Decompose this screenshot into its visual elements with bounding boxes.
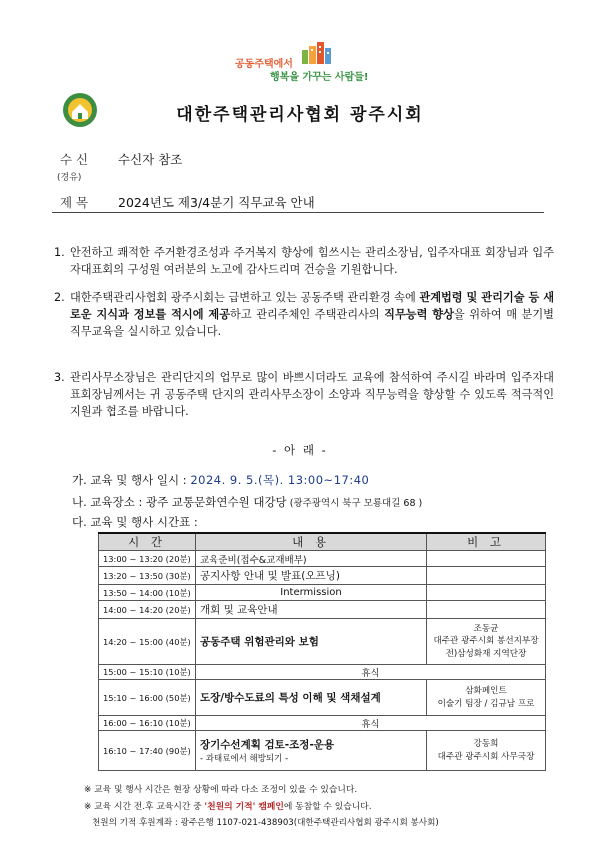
building-logo-icon [300, 42, 336, 64]
table-row [99, 619, 546, 665]
subject-value: 2024년도 제3/4분기 직무교육 안내 [118, 195, 315, 210]
header-time: 시 간 [99, 533, 196, 551]
table-row [99, 551, 546, 567]
campaign-name: '천원의 기적' 캠페인 [204, 802, 284, 812]
table-row [99, 731, 546, 771]
note-2 [84, 799, 372, 812]
section-heading: - 아 래 - [272, 443, 328, 457]
table-row [99, 567, 546, 585]
speaker-title: 대주관 광주시회 봉선지부장 [433, 636, 539, 647]
paragraph-3 [54, 369, 554, 420]
header-divider [52, 212, 544, 213]
text-run-bold: 관계법령 및 관리기술 등 새로운 지식과 정보를 적시에 제공 [70, 291, 555, 321]
slogan-line-2: 행복을 가꾸는 사람들! [270, 72, 369, 83]
text-run-bold: 직무능력 향상 [384, 308, 454, 321]
row-note [427, 551, 546, 567]
session-subtitle: - 과태료에서 해방되기 - [200, 754, 289, 764]
table-row [99, 680, 546, 716]
session-title: 장기수선계획 검토-조정-운용 [200, 739, 335, 751]
item-na [72, 494, 422, 510]
event-venue: 광주 교통문화연수원 대강당 [146, 495, 287, 509]
text-run: 에 동참할 수 있습니다. [283, 802, 372, 812]
table-row [99, 601, 546, 619]
text-run: ※ 교육 시간 전.후 교육시간 중 [84, 802, 205, 812]
paragraph-number: 2. [54, 291, 65, 304]
paragraph-text: 관리사무소장님은 관리단지의 업무로 많이 바쁘시더라도 교육에 참석하여 주시길 바라며 입주자대표회장님께서는 귀 공동주택 단지의 관리사무소장이 소양과 직무능력을 향상할 수 있도록 적극적인 지원과 협조를 바랍니다. [70, 371, 554, 418]
table-row [99, 716, 546, 731]
speaker-title: 전)삼성화재 지역단장 [445, 648, 527, 659]
item-label: 가. 교육 및 행사 일시 : [72, 473, 191, 487]
table-header-row [99, 533, 546, 551]
text-run: 을 위하여 매 분기별 직무교육을 실시하고 있습니다. [70, 308, 554, 338]
organization-title: 대한주택관리사협회 광주시회 [176, 105, 424, 125]
speaker-title: 이술기 팀장 / 김규남 프로 [437, 698, 535, 709]
recipient-value: 수신자 참조 [118, 152, 183, 167]
row-time: 13:00 ~ 13:20 (20분) [99, 551, 196, 567]
item-label: 나. 교육장소 : [72, 495, 147, 509]
row-time: 15:10 ~ 16:00 (50분) [99, 680, 196, 716]
text-run: 하고 관리주체인 주택관리사의 [230, 308, 385, 321]
schedule-table [98, 532, 546, 771]
row-note [427, 601, 546, 619]
paragraph-2 [54, 289, 554, 340]
paragraph-text: 안전하고 쾌적한 주거환경조성과 주거복지 향상에 힘쓰시는 관리소장님, 입주자대표 회장님과 입주자대표회의 구성원 여러분의 노고에 감사드리며 건승을 기원합니다. [70, 246, 554, 276]
row-note [427, 585, 546, 601]
header-content: 내 용 [196, 533, 427, 551]
row-time: 15:00 ~ 15:10 (10분) [99, 665, 196, 680]
row-time: 13:50 ~ 14:00 (10분) [99, 585, 196, 601]
row-content: 휴식 [196, 665, 546, 680]
event-datetime: 2024. 9. 5.(목). 13:00~17:40 [190, 473, 370, 487]
row-time: 16:00 ~ 16:10 (10분) [99, 716, 196, 731]
text-run: 대한주택관리사협회 광주시회는 급변하고 있는 공동주택 관리환경 속에 [70, 291, 420, 304]
row-content: 도장/방수도료의 특성 이해 및 색채설계 [196, 680, 427, 716]
row-content [196, 731, 427, 771]
paragraph-number: 1. [54, 246, 65, 259]
table-row [99, 665, 546, 680]
slogan-line-1: 공동주택에서 [235, 59, 293, 70]
row-content: 공지사항 안내 및 발표(오프닝) [196, 567, 427, 585]
row-note [427, 680, 546, 716]
row-content: 개회 및 교육안내 [196, 601, 427, 619]
row-content: Intermission [196, 585, 427, 601]
speaker-title: 대주관 광주시회 사무국장 [437, 751, 535, 762]
row-time: 14:00 ~ 14:20 (20분) [99, 601, 196, 619]
via-label: (경유) [57, 173, 82, 183]
row-note [427, 731, 546, 771]
venue-address: (광주광역시 북구 모룡대길 68 ) [286, 498, 423, 509]
row-content: 휴식 [196, 716, 546, 731]
note-1: ※ 교육 및 행사 시간은 현장 상황에 따라 다소 조정이 있을 수 있습니다. [84, 785, 358, 795]
row-time: 14:20 ~ 15:00 (40분) [99, 619, 196, 665]
item-ga [72, 472, 369, 488]
speaker-name: 삼화페인트 [465, 686, 507, 696]
subject-label: 제 목 [60, 195, 89, 210]
item-da: 다. 교육 및 행사 시간표 : [72, 515, 198, 529]
header-note: 비 고 [427, 533, 546, 551]
row-content: 공동주택 위험관리와 보험 [196, 619, 427, 665]
row-note [427, 619, 546, 665]
paragraph-1 [54, 244, 554, 278]
speaker-name: 조동균 [473, 623, 499, 634]
row-content: 교육준비(접수&교재배부) [196, 551, 427, 567]
recipient-label: 수 신 [60, 152, 89, 167]
table-row [99, 585, 546, 601]
speaker-name: 강동희 [473, 739, 499, 749]
row-time: 16:10 ~ 17:40 (90분) [99, 731, 196, 771]
row-note [427, 567, 546, 585]
paragraph-number: 3. [54, 371, 65, 384]
row-time: 13:20 ~ 13:50 (30분) [99, 567, 196, 585]
paragraph-text [70, 289, 554, 340]
note-3: 천원의 기적 후원계좌 : 광주은행 1107-021-438903(대한주택관리사협회 광주시회 봉사회) [92, 818, 439, 828]
